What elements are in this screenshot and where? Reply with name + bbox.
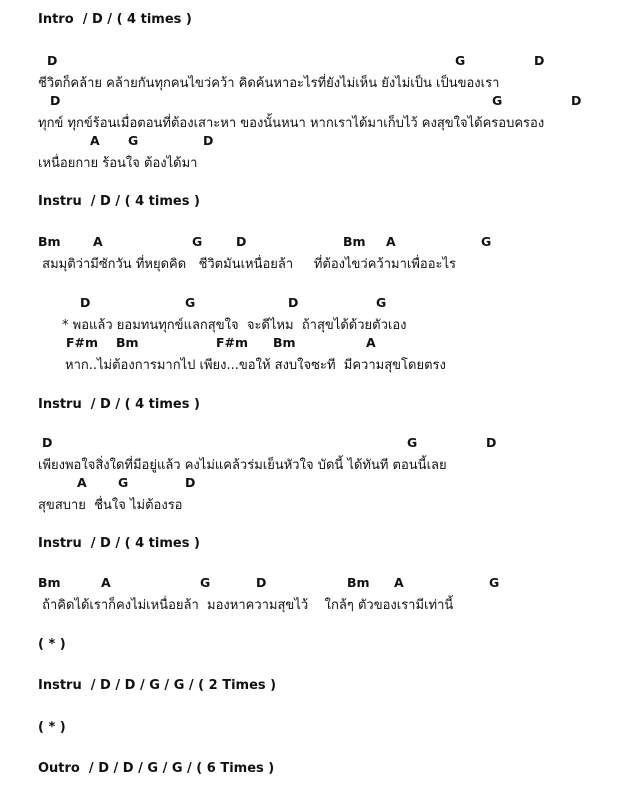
- chord: G: [192, 234, 203, 249]
- chord: G: [118, 475, 129, 490]
- chord: F#m: [216, 335, 249, 350]
- intro-header: Intro / D / ( 4 times ): [38, 12, 192, 27]
- chord: A: [101, 575, 111, 590]
- chord: Bm: [38, 234, 61, 249]
- chord: G: [376, 295, 387, 310]
- chord: D: [203, 133, 214, 148]
- chord: G: [481, 234, 492, 249]
- chord: G: [407, 435, 418, 450]
- chord: Bm: [273, 335, 296, 350]
- chord: A: [386, 234, 396, 249]
- instru-header: Instru / D / ( 4 times ): [38, 536, 200, 551]
- instru-header: Instru / D / ( 4 times ): [38, 397, 200, 412]
- chord: Bm: [347, 575, 370, 590]
- chord: G: [185, 295, 196, 310]
- outro-header: Outro / D / D / G / G / ( 6 Times ): [38, 761, 275, 776]
- repeat-chorus-marker: ( * ): [38, 637, 66, 652]
- chord: D: [288, 295, 299, 310]
- chord: G: [492, 93, 503, 108]
- repeat-chorus-marker: ( * ): [38, 720, 66, 735]
- lyric-line: ถ้าคิดได้เราก็คงไม่เหนื่อยล้า มองหาความสุขไว้ ใกล้ๆ ตัวของเรามีเท่านี้: [38, 598, 454, 613]
- lyric-line: ชีวิตก็คล้าย คล้ายกันทุกคนไขว่คว้า คิดค้นหาอะไรที่ยังไม่เห็น ยังไม่เป็น เป็นของเรา: [38, 76, 500, 91]
- chord: D: [185, 475, 196, 490]
- chord: A: [366, 335, 376, 350]
- lyric-line: เหนื่อยกาย ร้อนใจ ต้องได้มา: [38, 156, 198, 171]
- chord: G: [489, 575, 500, 590]
- chord: D: [486, 435, 497, 450]
- chord: D: [236, 234, 247, 249]
- lyric-line: สุขสบาย ชื่นใจ ไม่ต้องรอ: [38, 498, 183, 513]
- chord: Bm: [38, 575, 61, 590]
- chord: D: [47, 53, 58, 68]
- chord: G: [200, 575, 211, 590]
- chord: D: [571, 93, 582, 108]
- chord: A: [394, 575, 404, 590]
- lyric-line: * พอแล้ว ยอมทนทุกข์แลกสุขใจ จะดีไหม ถ้าสุขได้ด้วยตัวเอง: [62, 318, 407, 333]
- chord: D: [42, 435, 53, 450]
- chord: F#m: [66, 335, 99, 350]
- lyric-line: สมมุติว่ามีซักวัน ที่หยุดคิด ชีวิตมันเหนื่อยล้า ที่ต้องไขว่คว้ามาเพื่ออะไร: [38, 257, 457, 272]
- chord: Bm: [116, 335, 139, 350]
- lyric-line: หาก..ไม่ต้องการมากไป เพียง...ขอให้ สงบใจซะที มีความสุขโดยตรง: [65, 358, 446, 373]
- lyric-line: เพียงพอใจสิ่งใดที่มีอยู่แล้ว คงไม่แคล้วร่มเย็นหัวใจ บัดนี้ ได้ทันที ตอนนี้เลย: [38, 458, 447, 473]
- instru-header: Instru / D / ( 4 times ): [38, 194, 200, 209]
- lyric-line: ทุกข์ ทุกข์ร้อนเมื่อตอนที่ต้องเสาะหา ของนั้นหนา หากเราได้มาเก็บไว้ คงสุขใจได้ครอบครอง: [38, 116, 545, 131]
- chord: A: [90, 133, 100, 148]
- chord: G: [128, 133, 139, 148]
- chord: D: [256, 575, 267, 590]
- chord: A: [93, 234, 103, 249]
- chord: D: [80, 295, 91, 310]
- chord: A: [77, 475, 87, 490]
- instru-header: Instru / D / D / G / G / ( 2 Times ): [38, 678, 277, 693]
- chord: D: [534, 53, 545, 68]
- chord: G: [455, 53, 466, 68]
- chord: D: [50, 93, 61, 108]
- chord: Bm: [343, 234, 366, 249]
